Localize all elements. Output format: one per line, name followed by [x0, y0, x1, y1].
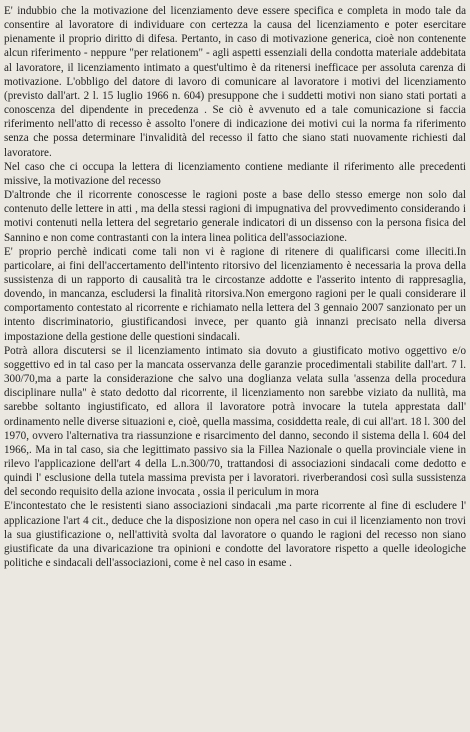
paragraph-2: Nel caso che ci occupa la lettera di licenziamento contiene mediante il riferimento alle precedenti missive, la motivazione del recesso [4, 160, 466, 187]
paragraph-6: E'incontestato che le resistenti siano associazioni sindacali ,ma parte ricorrente al fine di escludere l' applicazione l'art 4 cit., deduce che la disposizione non opera nel caso in cui il licenziamento non trovi la sua giustificazione o, nell'attività svolta dal lavoratore o quando le ragioni del recesso non siano giustificate da una divaricazione tra opinioni e condotte del lavoratore rispetto a quelle ideologiche politiche e sindacali dell'associazioni, come è nel caso in esame . [4, 500, 466, 570]
paragraph-1: E' indubbio che la motivazione del licenziamento deve essere specifica e completa in modo tale da consentire al lavoratore di individuare con certezza la causa del licenziamento e poter esercitare pienamente il proprio diritto di difesa. Pertanto, in caso di motivazione generica, cioè non contenente alcun riferimento - neppure "per relationem" - agli aspetti essenziali della condotta materiale addebitata al lavoratore, il licenziamento intimato a quest'ultimo è da ritenersi inefficace per assoluta carenza di motivazione. L'obbligo del datore di lavoro di comunicare al lavoratore i motivi del licenziamento (previsto dall'art. 2 l. 15 luglio 1966 n. 604) presuppone che i suddetti motivi non siano stati portati a conoscenza del dipendente in precedenza . Se ciò è avvenuto ed a tale comunicazione si faccia riferimento nell'atto di recesso è assolto l'onere di indicazione dei motivi cui la norma fa riferimento senza che possa determinare l'invalidità del recesso il fatto che siano stati nuovamente richiesti dal lavoratore. [4, 5, 466, 159]
paragraph-3: D'altronde che il ricorrente conoscesse le ragioni poste a base dello stesso emerge non solo dal contenuto delle lettere in atti , ma della stessi ragioni di impugnativa del provvedimento considerando i motivi contenuti nella lettera del segretario generale indicatori di un dissenso con la persona fisica del Sannino e non come contrastanti con la intera linea politica dell'associazione. [4, 189, 466, 244]
paragraph-4: E' proprio perchè indicati come tali non vi è ragione di ritenere di qualificarsi come illeciti.In particolare, ai fini dell'accertamento dell'intento ritorsivo del licenziamento è necessaria la prova della sussistenza di un rapporto di causalità tra le circostanze addotte e l'asserito intento di rappresaglia, dovendo, in mancanza, escludersi la finalità ritorsiva.Non emergono ragioni per le quali considerare il comportamento contestato al ricorrente e richiamato nella lettera del 3 gennaio 2007 sanzionato per un intento discriminatorio, giustificandosi invece, per quanto già innanzi precisato nella diversa impostazione della gestione delle questioni sindacali. [4, 245, 466, 343]
paragraph-5: Potrà allora discutersi se il licenziamento intimato sia dovuto a giustificato motivo oggettivo e/o soggettivo ed in tal caso per la mancata osservanza delle garanzie procedimentali stabilite dall'art. 7 l. 300/70,ma a parte la considerazione che salvo una doglianza velata sulla 'assenza della procedura disciplinare nulla" è stato dedotto dal ricorrente, il licenziamento non sarebbe viziato da nullità, ma sarebbe soltanto ingiustificato, ed allora il lavoratore potrà invocare la tutela apprestata dall' ordinamento nelle diverse situazioni e, cioè, quella massima, cosiddetta reale, di cui all'art. 18 l. 300 del 1970, ovvero l'alternativa tra riassunzione e risarcimento del danno, secondo il sistema della l. 604 del 1966,. Ma in tal caso, sia che legittimato passivo sia la Fillea Nazionale o quella provinciale viene in rilevo l'applicazione dell'art 4 della L.n.300/70, trattandosi di associazioni sindacali come dedotto e quindi l' esclusione della tutela massima prevista per i lavoratori. riverberandosi così sulla sussistenza del secondo requisito della azione invocata , ossia il periculum in mora [4, 344, 466, 499]
